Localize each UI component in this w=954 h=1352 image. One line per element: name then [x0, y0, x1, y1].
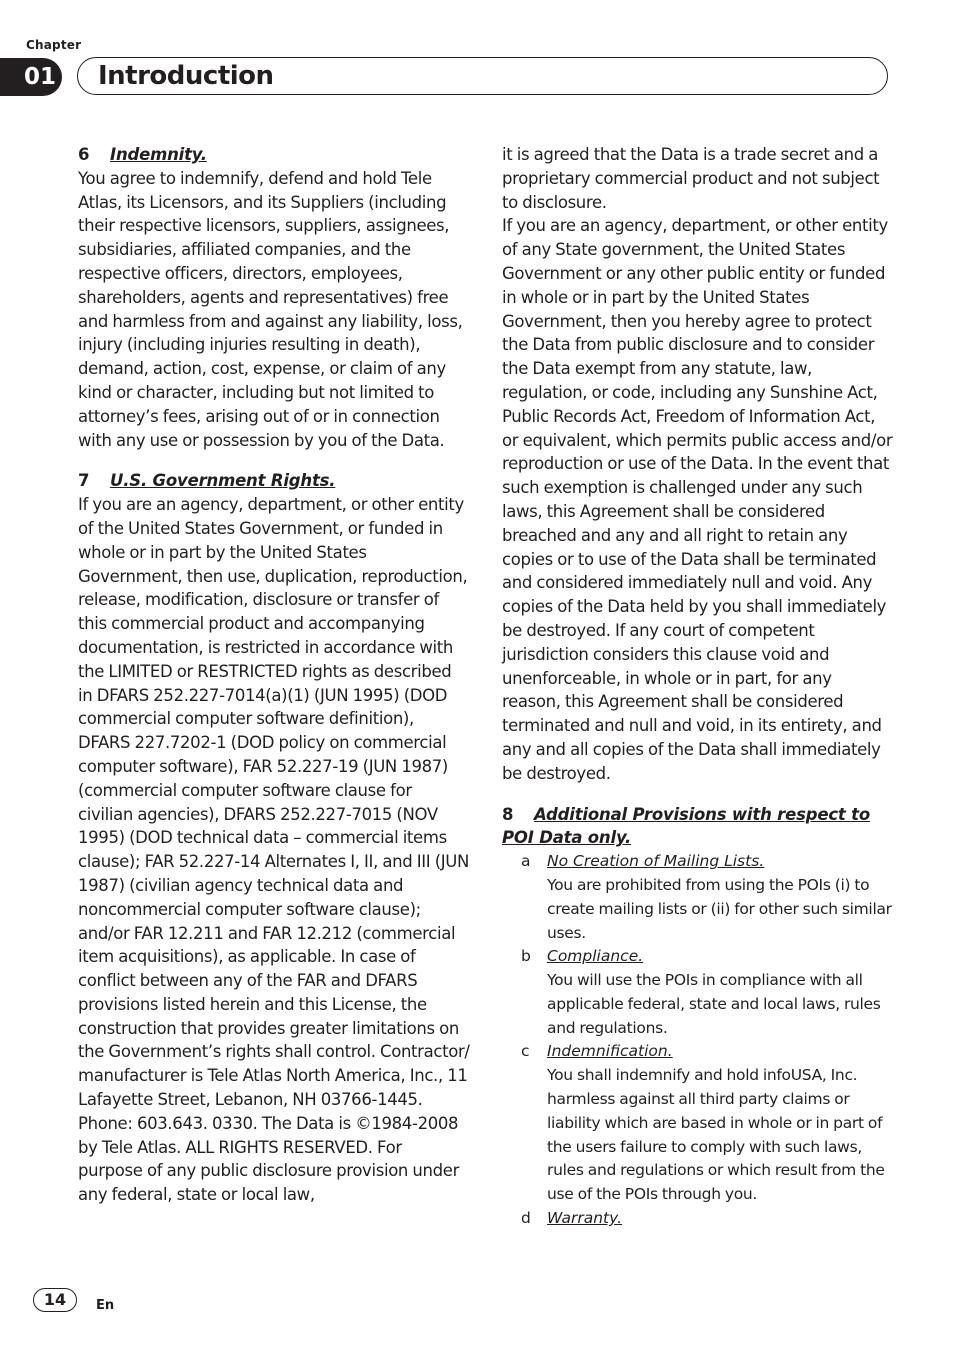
section-8-title: Additional Provisions with respect to POI Data only. [502, 804, 870, 848]
sub-item-b-title: Compliance. [547, 947, 644, 966]
sub-item-d [502, 1207, 894, 1231]
section-7-number: 7 [78, 471, 90, 491]
sub-item-a-letter: a [521, 852, 531, 871]
section-6-heading [78, 143, 470, 167]
section-7-title: U.S. Government Rights. [110, 471, 336, 491]
section-6-body: You agree to indemnify, defend and hold Tele Atlas, its Licensors, and its Suppliers (including their respective licensors, suppliers, assignees, subsidiaries, affiliated companies, and the respective officers, directors, employees, shareholders, agents and representatives) free and harmless from and against any liability, loss, injury (including injuries resulting in death), demand, action, cost, expense, or claim of any kind or character, including but not limited to attorney’s fees, arising out of or in connection with any use or possession by you of the Data. [78, 168, 463, 450]
language-label: En [96, 1298, 115, 1313]
right-column [502, 143, 894, 1231]
section-8-number: 8 [502, 804, 514, 824]
section-7-continued-paragraph-1: it is agreed that the Data is a trade secret and a proprietary commercial product and not subject to disclosure. [502, 145, 880, 212]
chapter-title-bar [77, 57, 888, 95]
section-6-title: Indemnity. [110, 145, 207, 164]
section-7-continued-paragraph-2: If you are an agency, department, or other entity of any State government, the United States Government or any other public entity or funded in whole or in part by the United States Government, then you hereby agree to protect the Data from public disclosure and to consider the Data exempt from any statute, law, regulation, or code, including any Sunshine Act, Public Records Act, Freedom of Information Act, or equivalent, which permits public access and/or reproduction or use of the Data. In the event that such exemption is challenged under any such laws, this Agreement shall be considered breached and any and all right to retain any copies or to use of the Data shall be terminated and considered immediately null and void. Any copies of the Data held by you shall immediately be destroyed. If any court of competent jurisdiction considers this clause void and unenforceable, in whole or in part, for any reason, this Agreement shall be considered terminated and null and void, in its entirety, and any and all copies of the Data shall immediately be destroyed. [502, 216, 893, 783]
sub-item-d-letter: d [521, 1209, 531, 1228]
chapter-label: Chapter [26, 38, 82, 52]
sub-item-b [502, 945, 894, 1040]
page-number: 14 [33, 1288, 77, 1312]
sub-item-c-title: Indemnification. [547, 1042, 673, 1061]
sub-item-c [502, 1040, 894, 1207]
section-6-number: 6 [78, 145, 90, 164]
section-7-body: If you are an agency, department, or other entity of the United States Government, or funded in whole or in part by the United States Government, then use, duplication, reproduction, release, modification, disclosure or transfer of this commercial product and accompanying documentation, is restricted in accordance with the LIMITED or RESTRICTED rights as described in DFARS 252.227-7014(a)(1) (JUN 1995) (DOD commercial computer software definition), DFARS 227.7202-1 (DOD policy on commercial computer software), FAR 52.227-19 (JUN 1987) (commercial computer software clause for civilian agencies), DFARS 252.227-7015 (NOV 1995) (DOD technical data – commercial items clause); FAR 52.227-14 Alternates I, II, and III (JUN 1987) (civilian agency technical data and noncommercial computer software clause); and/or FAR 12.211 and FAR 12.212 (commercial item acquisitions), as applicable. In case of conflict between any of the FAR and DFARS provisions listed herein and this License, the construction that provides greater limitations on the Government’s rights shall control. Contractor/ manufacturer is Tele Atlas North America, Inc., 11 Lafayette Street, Lebanon, NH 03766-1445. Phone: 603.643. 0330. The Data is ©1984-2008 by Tele Atlas. ALL RIGHTS RESERVED. For purpose of any public disclosure provision under any federal, state or local law, [78, 495, 470, 1205]
sub-item-a [502, 850, 894, 945]
sub-item-b-body: You will use the POIs in compliance with all applicable federal, state and local laws, rules and regulations. [547, 971, 881, 1037]
section-7-heading [78, 469, 470, 493]
sub-item-b-letter: b [521, 947, 531, 966]
chapter-number-badge: 01 [0, 58, 62, 96]
sub-item-d-title: Warranty. [547, 1209, 623, 1228]
page-title: Introduction [98, 61, 274, 91]
sub-item-c-letter: c [521, 1042, 530, 1061]
sub-item-a-title: No Creation of Mailing Lists. [547, 852, 765, 871]
sub-item-c-body: You shall indemnify and hold infoUSA, Inc. harmless against all third party claims or liability which are based in whole or in part of the users failure to comply with such laws, rules and regulations or which result from the use of the POIs through you. [547, 1066, 885, 1204]
section-8-heading [502, 803, 894, 851]
left-column [78, 143, 470, 1207]
sub-item-a-body: You are prohibited from using the POIs (i) to create mailing lists or (ii) for other such similar uses. [547, 875, 892, 942]
